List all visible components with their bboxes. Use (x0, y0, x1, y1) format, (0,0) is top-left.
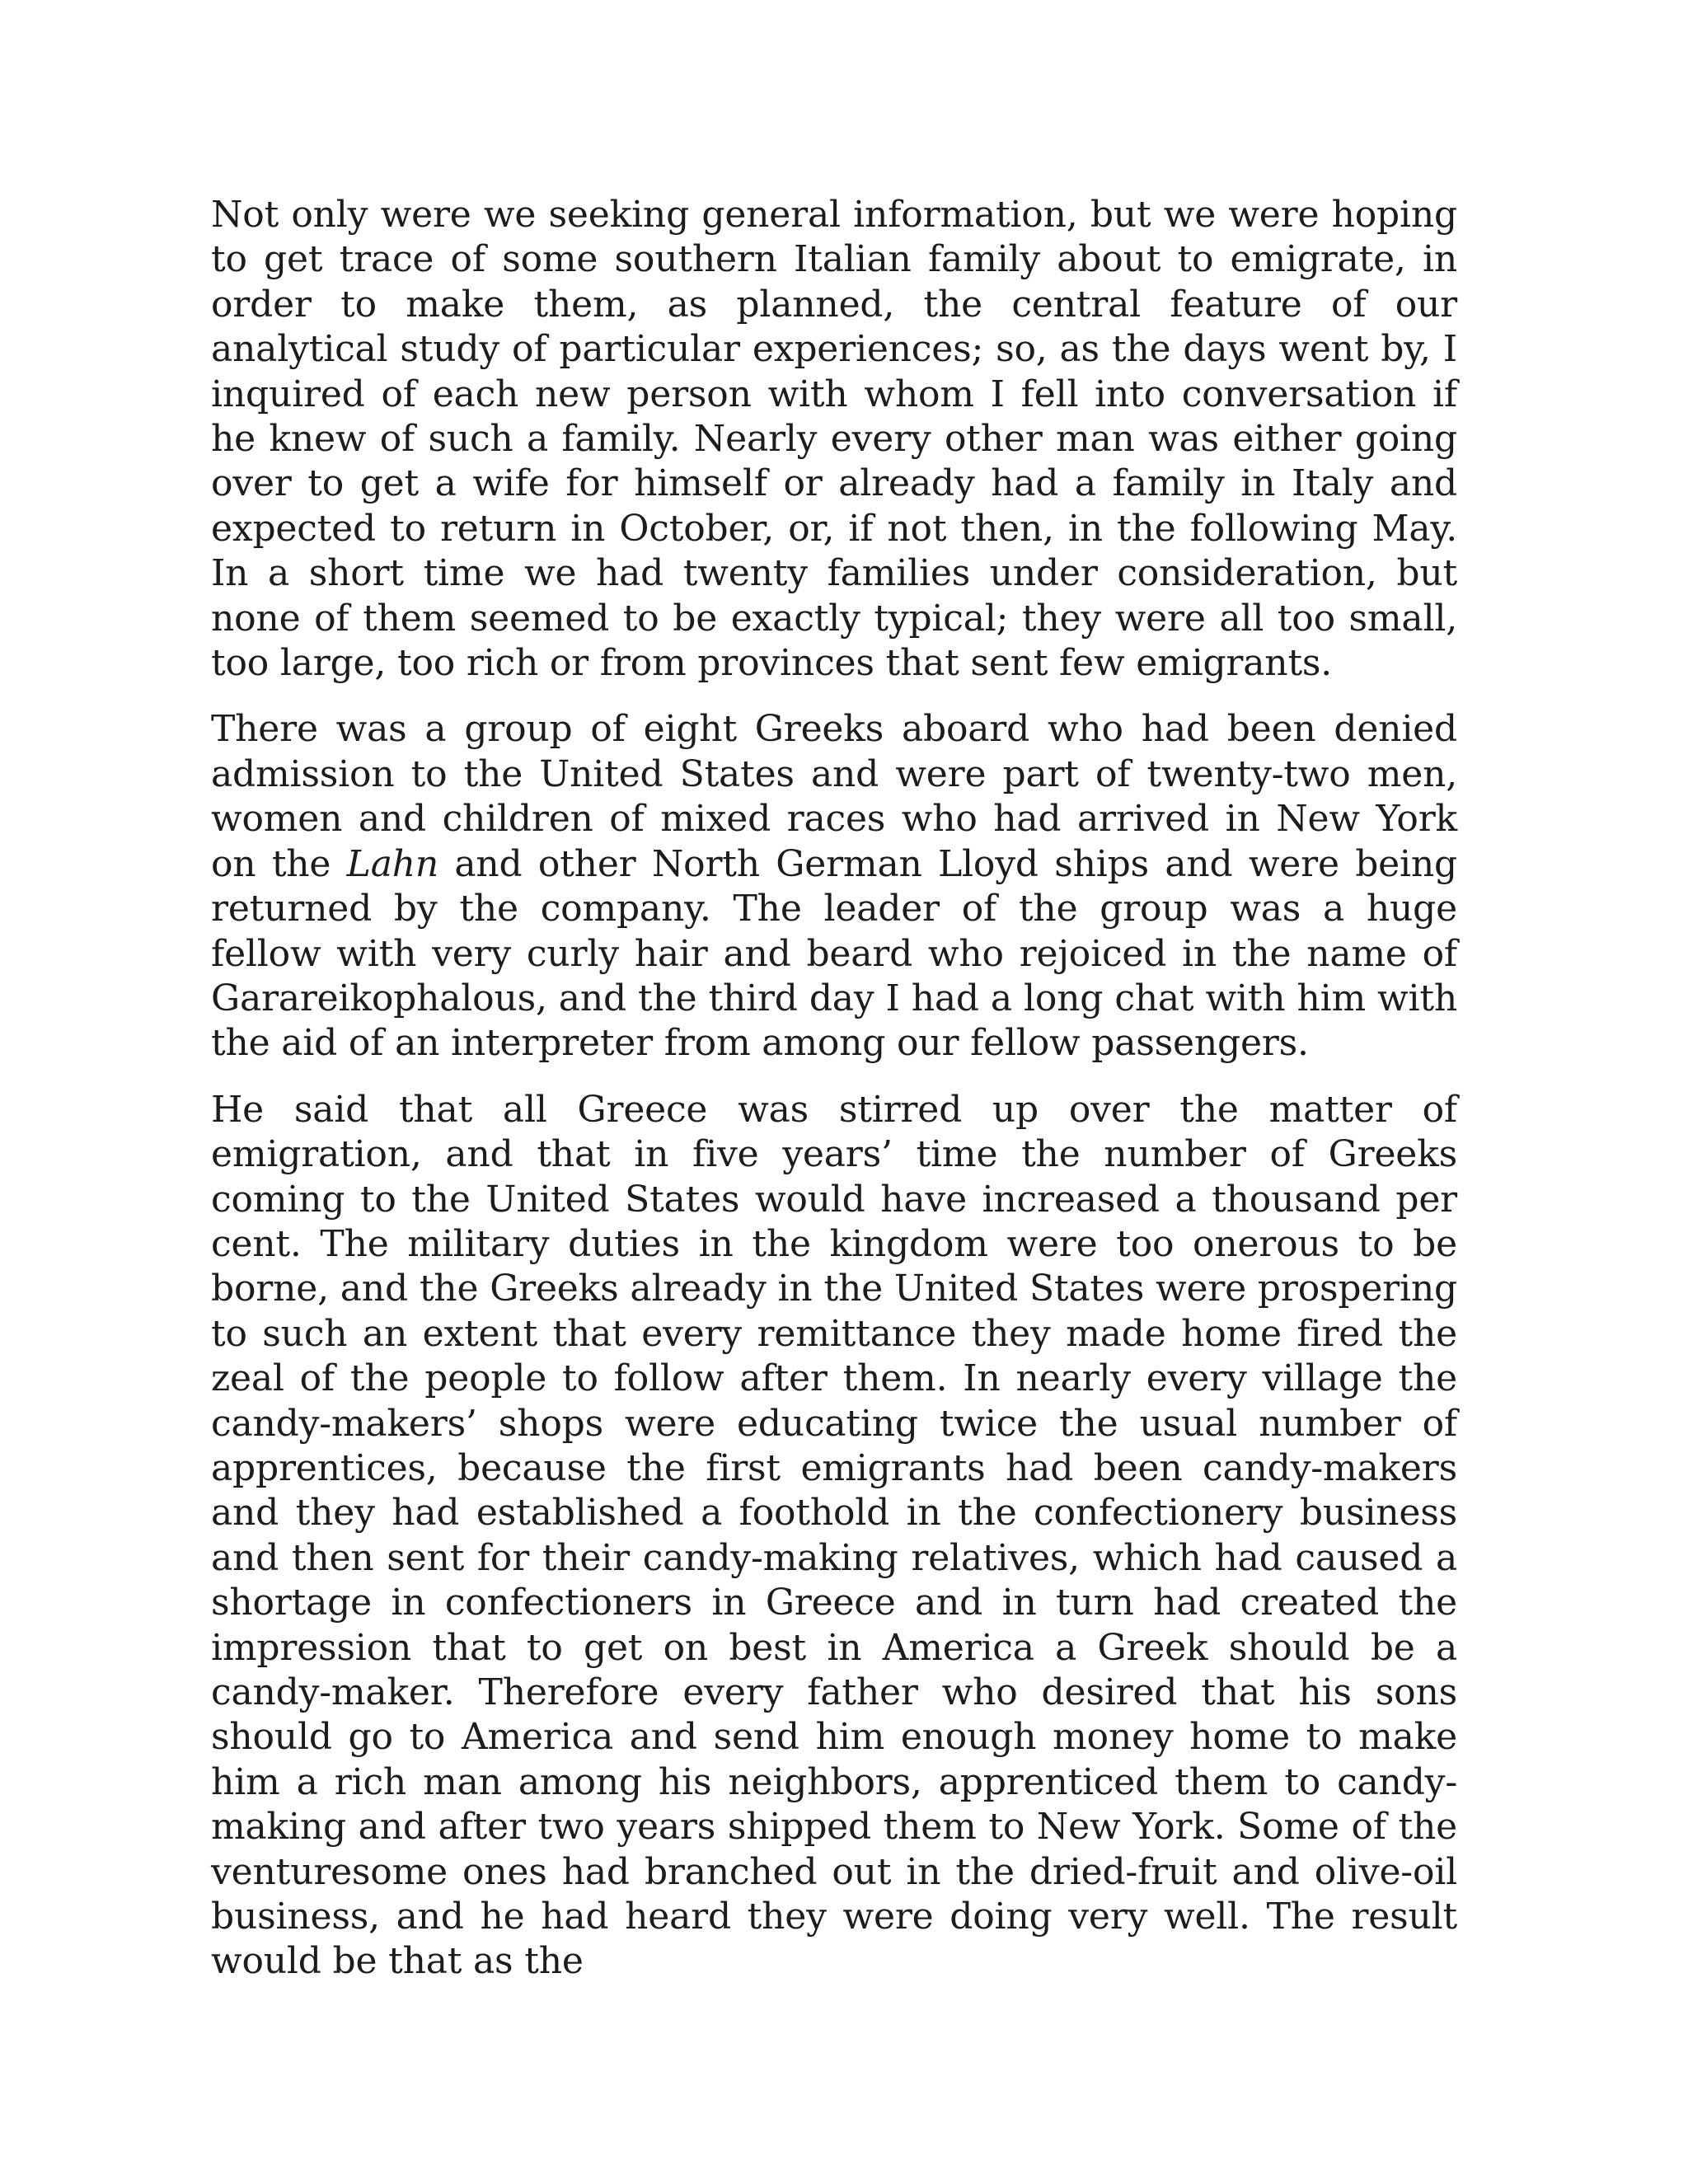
paragraph-2-text-end: and other North German Lloyd ships and were being returned by the company. The leader of the group was a huge fellow with very curly hair and beard who rejoiced in the name of Garareikophalous, and the third day I had a long chat with him with the aid of an interpreter from among our fellow passengers. (211, 842, 1457, 1065)
paragraph-2 (211, 707, 1457, 1066)
page-body (211, 193, 1457, 1985)
paragraph-2-text-start: There was a group of eight Greeks aboard who had been denied admission to the United States and were part of twenty-two men, women and children of mixed races who had arrived in New York on the (211, 708, 1457, 885)
paragraph-1: Not only were we seeking general information, but we were hoping to get trace of some southern Italian family about to emigrate, in order to make them, as planned, the central feature of our analytical study of particular experiences; so, as the days went by, I inquired of each new person with whom I fell into conversation if he knew of such a family. Nearly every other man was either going over to get a wife for himself or already had a family in Italy and expected to return in October, or, if not then, in the following May. In a short time we had twenty families under consideration, but none of them seemed to be exactly typical; they were all too small, too large, too rich or from provinces that sent few emigrants. (211, 194, 1457, 685)
paragraph-3: He said that all Greece was stirred up over the matter of emigration, and that in five years’ time the number of Greeks coming to the United States would have increased a thousand per cent. The military duties in the kingdom were too onerous to be borne, and the Greeks already in the United States were prospering to such an extent that every remittance they made home fired the zeal of the people to follow after them. In nearly every village the candy-makers’ shops were educating twice the usual number of apprentices, because the first emigrants had been candy-makers and they had established a foothold in the confectionery business and then sent for their candy-making relatives, which had caused a shortage in confectioners in Greece and in turn had created the impression that to get on best in America a Greek should be a candy-maker. Therefore every father who desired that his sons should go to America and send him enough money home to make him a rich man among his neighbors, apprenticed them to candy-making and after two years shipped them to New York. Some of the venturesome ones had branched out in the dried-fruit and olive-oil business, and he had heard they were doing very well. The result would be that as the (211, 1088, 1457, 1983)
ship-name-italic: Lahn (346, 842, 438, 885)
